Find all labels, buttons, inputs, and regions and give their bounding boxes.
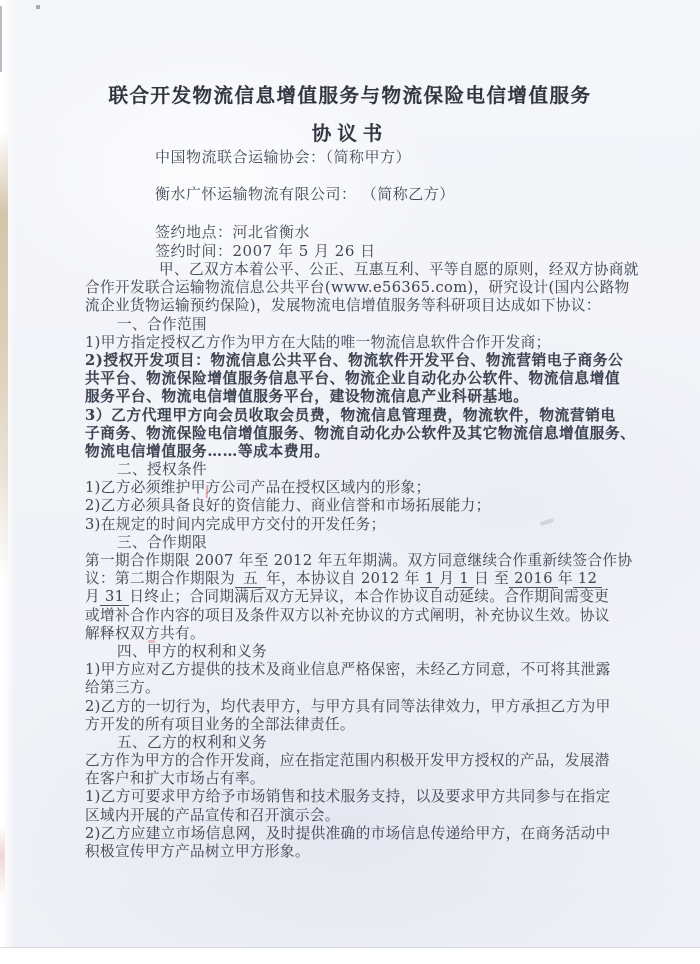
section1-item3-line: 3）乙方代理甲方向会员收取会员费，物流信息管理费，物流软件，物流营销电 bbox=[85, 406, 616, 424]
section1-item3-line: 物流电信增值服务……等成本费用。 bbox=[85, 442, 330, 460]
contract-body bbox=[85, 261, 639, 861]
section2-item2: 2)乙方必须具备良好的资信能力、商业信誉和市场拓展能力； bbox=[85, 497, 491, 515]
text-segment: 年，本协议自 2012 年 bbox=[265, 570, 420, 588]
underlined-blank-day: 1 bbox=[454, 570, 474, 588]
section4-line: 给第三方。 bbox=[85, 679, 160, 697]
section4-line: 2)乙方的一切行为，均代表甲方，与甲方具有同等法律效力，甲方承担乙方为甲 bbox=[85, 697, 611, 715]
section3-term-line: 解释权双方共有。 bbox=[85, 624, 205, 642]
underlined-blank-end-year: 2016 bbox=[509, 570, 558, 588]
section4-line: 方开发的所有项目业务的全部法律责任。 bbox=[85, 715, 355, 733]
preamble-line: 合作开发联合运输物流信息公共平台(www.e56365.com)，研究设计(国内公路物 bbox=[85, 279, 630, 297]
section1-item2-line: 2)授权开发项目：物流信息公共平台、物流软件开发平台、物流营销电子商务公 bbox=[85, 351, 624, 369]
section5-line: 乙方作为甲方的合作开发商，应在指定范围内积极开发甲方授权的产品，发展潜 bbox=[85, 752, 610, 770]
section5-line: 在客户和扩大市场占有率。 bbox=[85, 770, 265, 788]
preamble-line: 甲、乙双方本着公平、公正、互惠互利、平等自愿的原则，经双方协商就 bbox=[159, 261, 639, 278]
signing-date-line: 签约时间：2007 年 5 月 26 日 bbox=[155, 242, 376, 260]
section3-term-dates-line bbox=[85, 570, 633, 588]
section2-item3: 3)在规定的时间内完成甲方交付的开发任务； bbox=[85, 515, 386, 533]
section3-heading: 三、合作期限 bbox=[117, 533, 207, 551]
section4-heading: 四、甲方的权利和义务 bbox=[117, 642, 267, 660]
section1-heading: 一、合作范围 bbox=[117, 315, 207, 333]
section2-heading: 二、授权条件 bbox=[117, 461, 207, 479]
party-a-line: 中国物流联合运输协会：（简称甲方） bbox=[155, 148, 412, 166]
scan-edge-pink-strip bbox=[0, 826, 5, 900]
text-segment: 议：第二期合作期限为 bbox=[85, 570, 235, 588]
underlined-blank-years: 五 bbox=[235, 570, 266, 588]
section1-item3-line: 子商务、物流保险电信增值服务、物流自动化办公软件及其它物流信息增值服务、 bbox=[85, 424, 636, 442]
scan-bottom-margin bbox=[0, 947, 700, 964]
text-segment: 日终止；合同期满后双方无异议，本合作协议自动延续。合作期间需变更 bbox=[129, 588, 610, 606]
text-segment: 年 bbox=[557, 570, 573, 588]
underlined-blank-month: 1 bbox=[420, 570, 440, 588]
text-segment: 日 至 bbox=[474, 570, 510, 588]
text-segment: 月 bbox=[439, 570, 455, 588]
signing-place-line: 签约地点：河北省衡水 bbox=[155, 223, 311, 241]
preamble-line: 流企业货物运输预约保险)，发展物流电信增值服务等科研项目达成如下协议： bbox=[85, 297, 601, 315]
underlined-blank-end-day: 31 bbox=[100, 588, 129, 606]
underlined-blank-end-month: 12 bbox=[573, 570, 602, 588]
document-title-line1: 联合开发物流信息增值服务与物流保险电信增值服务 bbox=[108, 84, 592, 107]
section2-item1: 1)乙方必须维护甲方公司产品在授权区域内的形象； bbox=[85, 479, 431, 497]
document-title-line2: 协议书 bbox=[311, 122, 389, 145]
section1-item2-line: 共平台、物流保险增值服务信息平台、物流企业自动化办公软件、物流信息增值 bbox=[85, 370, 621, 388]
section5-line: 2)乙方应建立市场信息网，及时提供准确的市场信息传递给甲方，在商务活动中 bbox=[85, 824, 611, 842]
section1-item2-line: 服务平台、物流电信增值服务平台，建设物流信息产业科研基地。 bbox=[85, 388, 529, 406]
section3-term-end-line bbox=[85, 588, 633, 606]
section5-heading: 五、乙方的权利和义务 bbox=[117, 733, 267, 751]
scan-speck bbox=[36, 5, 40, 9]
text-segment: 月 bbox=[85, 588, 100, 606]
scan-edge-dark-sliver bbox=[0, 6, 2, 72]
section3-term-line: 第一期合作期限 2007 年至 2012 年五年期满。双方同意继续合作重新续签合作协 bbox=[85, 552, 633, 569]
section3-term-line: 或增补合作内容的项目及条件双方以补充协议的方式阐明，补充协议生效。协议 bbox=[85, 606, 610, 624]
section5-line: 积极宣传甲方产品树立甲方形象。 bbox=[85, 843, 310, 860]
section5-line: 区域内开展的产品宣传和召开演示会。 bbox=[85, 806, 340, 824]
scan-edge-tan-strip bbox=[0, 132, 8, 582]
party-b-line: 衡水广怀运输物流有限公司： （简称乙方） bbox=[155, 185, 455, 203]
section5-line: 1)乙方可要求甲方给予市场销售和技术服务支持，以及要求甲方共同参与在指定 bbox=[85, 788, 611, 806]
section4-line: 1)甲方应对乙方提供的技术及商业信息严格保密，未经乙方同意，不可将其泄露 bbox=[85, 661, 611, 679]
section1-item1: 1)甲方指定授权乙方作为甲方在大陆的唯一物流信息软件合作开发商； bbox=[85, 333, 551, 351]
